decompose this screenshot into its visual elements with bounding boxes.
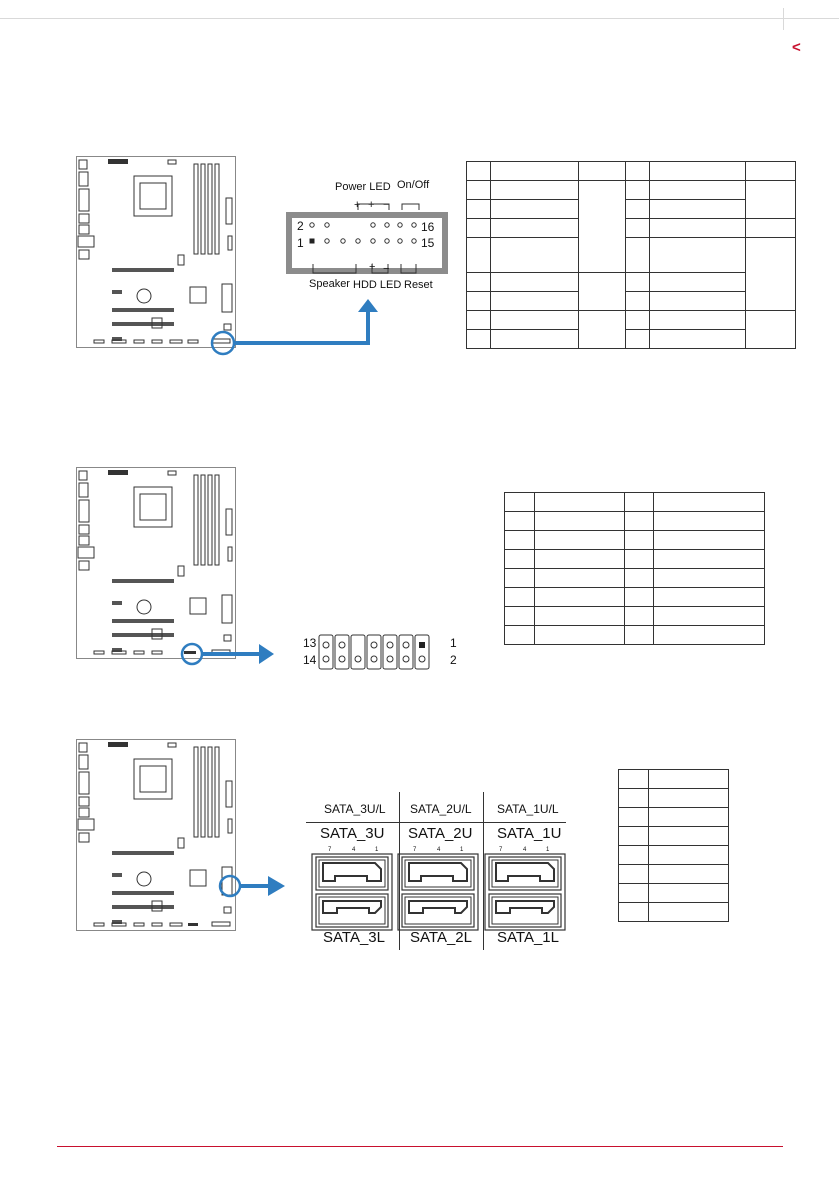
sata-port-icon — [311, 853, 393, 931]
usb-header-pin-table — [504, 492, 765, 645]
pin-2-label-usb: 2 — [450, 653, 457, 667]
sata-3-connector — [311, 853, 393, 936]
power-led-plus-1: + — [354, 199, 361, 211]
sata1-pin-1: 1 — [546, 847, 550, 853]
table-row — [467, 219, 796, 238]
pin-header — [318, 634, 444, 670]
arrow-icon — [175, 640, 280, 670]
table-row — [505, 531, 765, 550]
table-row — [619, 770, 729, 789]
footer-rule — [57, 1146, 783, 1147]
front-panel-pins — [307, 219, 427, 259]
table-row — [619, 789, 729, 808]
table-row — [467, 181, 796, 200]
sata-1-connector — [484, 853, 566, 936]
table-row — [619, 827, 729, 846]
sata-port-icon — [397, 853, 479, 931]
reset-label: Reset — [404, 279, 433, 291]
header-brackets — [355, 200, 425, 218]
sata3-pin-1: 1 — [375, 847, 379, 853]
sata-port-icon — [484, 853, 566, 931]
sata-2-ul-label: SATA_2U/L — [410, 802, 472, 816]
top-rule-tick — [783, 8, 784, 30]
sata-3l-label: SATA_3L — [323, 929, 385, 946]
arrow-icon — [205, 296, 385, 360]
table-row — [505, 512, 765, 531]
callout-arrow-1 — [205, 296, 385, 360]
table-row — [505, 607, 765, 626]
hdd-led-label: HDD LED — [353, 279, 402, 291]
sata-1-ul-label: SATA_1U/L — [497, 802, 559, 816]
sata3-pin-4: 4 — [352, 847, 356, 853]
pin-1-label: 1 — [297, 236, 304, 250]
table-row — [467, 238, 796, 273]
hdd-led-plus: + — [369, 261, 376, 273]
pin-grid — [307, 219, 427, 254]
sata-pin-table — [618, 769, 729, 922]
callout-arrow-3 — [218, 871, 290, 903]
table-row — [467, 162, 796, 181]
table-row — [619, 884, 729, 903]
sata-2u-label: SATA_2U — [408, 825, 473, 842]
pin-15-label: 15 — [421, 236, 435, 250]
on-off-label: On/Off — [397, 179, 430, 191]
hdd-led-minus: − — [383, 263, 390, 275]
sata2-pin-7: 7 — [413, 847, 417, 853]
speaker-label: Speaker — [309, 278, 350, 290]
bracket-lines — [355, 201, 425, 213]
table-row — [505, 588, 765, 607]
table-row — [505, 569, 765, 588]
motherboard-diagram-3 — [76, 739, 236, 931]
table-row — [619, 903, 729, 922]
power-led-plus-2: + — [368, 199, 375, 211]
motherboard-diagram-2 — [76, 467, 236, 659]
sata-2l-label: SATA_2L — [410, 929, 472, 946]
pin-16-label: 16 — [421, 220, 435, 234]
sata2-pin-4: 4 — [437, 847, 441, 853]
sata2-pin-1: 1 — [460, 847, 464, 853]
page-nav-arrow[interactable]: < — [792, 39, 801, 56]
sata-divider-rule — [306, 822, 566, 823]
table-row — [505, 493, 765, 512]
motherboard-layout — [76, 739, 236, 931]
table-row — [505, 626, 765, 645]
sata3-pin-7: 7 — [328, 847, 332, 853]
callout-arrow-2 — [175, 640, 280, 670]
top-rule — [0, 18, 839, 19]
sata-1l-label: SATA_1L — [497, 929, 559, 946]
arrow-icon — [218, 871, 290, 903]
motherboard-layout — [76, 467, 236, 659]
sata1-pin-4: 4 — [523, 847, 527, 853]
pin-13-label: 13 — [303, 636, 317, 650]
power-led-label: Power LED — [335, 181, 391, 193]
pin-2-label: 2 — [297, 219, 304, 233]
sata1-pin-7: 7 — [499, 847, 503, 853]
table-row — [619, 846, 729, 865]
sata-2-connector — [397, 853, 479, 936]
usb-header-pins — [318, 634, 444, 675]
table-row — [467, 311, 796, 330]
table-row — [505, 550, 765, 569]
pin-14-label: 14 — [303, 653, 317, 667]
front-panel-pin-table — [466, 161, 796, 349]
sata-3u-label: SATA_3U — [320, 825, 385, 842]
sata-3-ul-label: SATA_3U/L — [324, 802, 386, 816]
table-row — [619, 865, 729, 884]
power-led-minus: − — [383, 199, 390, 211]
sata-1u-label: SATA_1U — [497, 825, 562, 842]
table-row — [619, 808, 729, 827]
pin-1-label-usb: 1 — [450, 636, 457, 650]
